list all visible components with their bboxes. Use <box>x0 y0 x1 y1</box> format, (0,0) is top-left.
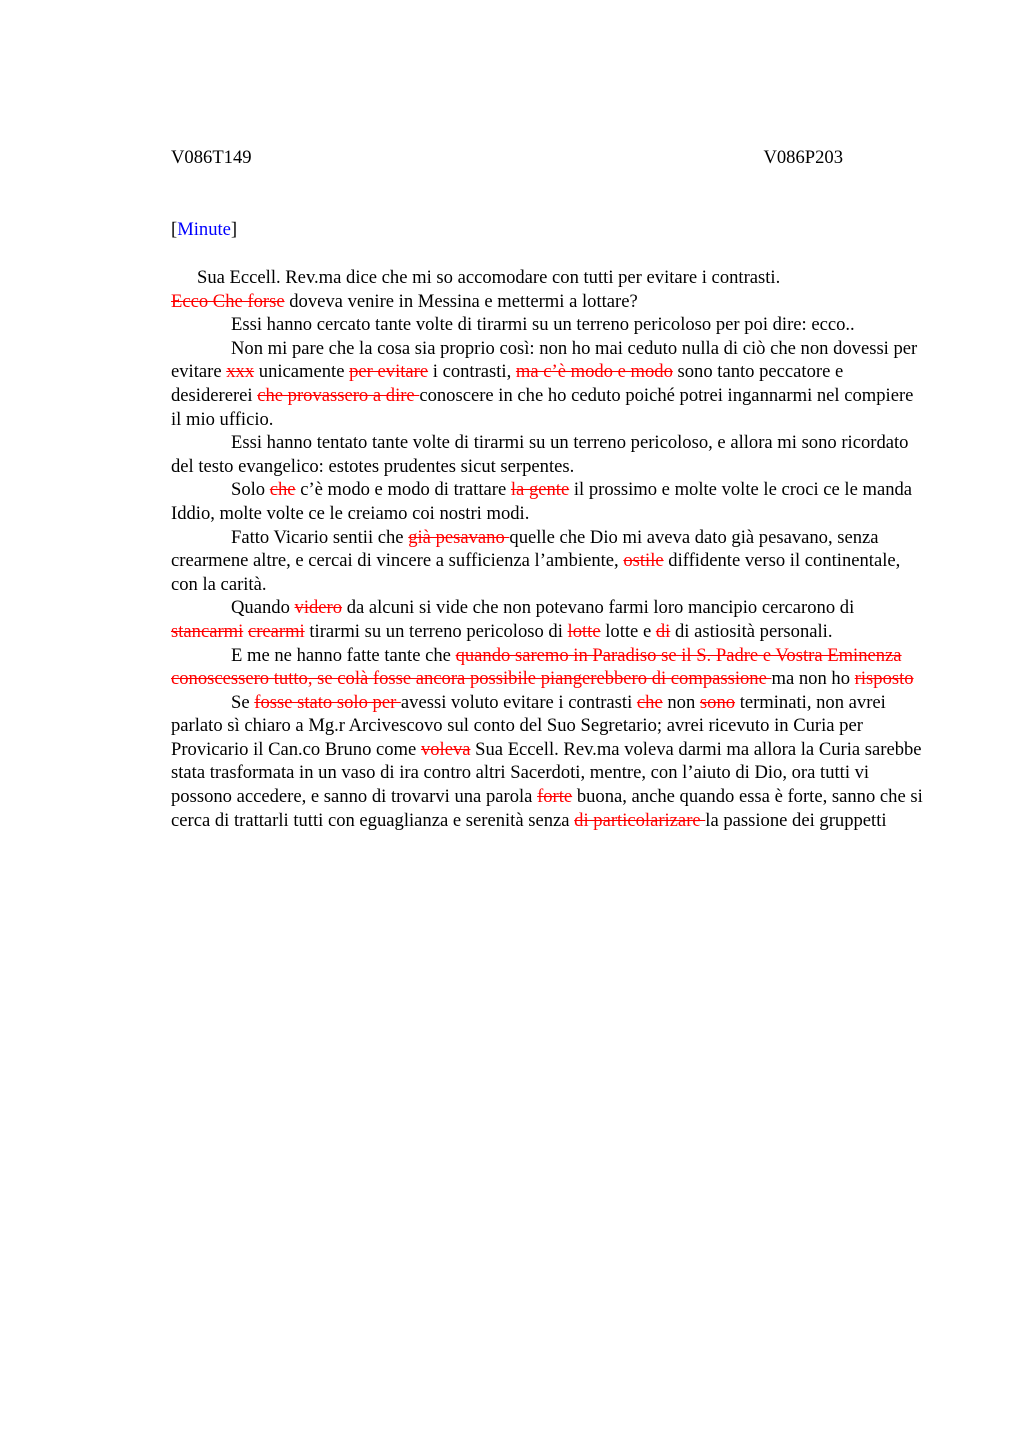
text-run: tirarmi su un terreno pericoloso di <box>304 620 568 642</box>
text-run: il prossimo e molte volte le croci ce le manda Iddio, molte volte ce le creiamo coi nostri modi. <box>171 479 913 524</box>
deleted-text: che <box>269 479 296 501</box>
deleted-text: che <box>636 691 663 713</box>
paragraph <box>171 596 928 643</box>
deleted-text: già pesavano <box>408 526 510 548</box>
text-run: i contrasti, <box>428 361 516 383</box>
paragraph <box>171 290 928 314</box>
label-minute: Minute <box>177 219 231 240</box>
deleted-text: crearmi <box>247 620 305 642</box>
text-run: la passione dei gruppetti <box>705 809 887 831</box>
paragraph <box>171 337 928 431</box>
deleted-text: stancarmi <box>171 620 244 642</box>
text-run: conoscere in che ho ceduto poiché potrei ingannarmi nel compiere il mio ufficio. <box>171 384 914 430</box>
text-run: sono tanto peccatore e desidererei <box>171 361 844 406</box>
text-run: lotte e <box>600 620 656 642</box>
deleted-text: lotte <box>567 620 601 642</box>
text-run: diffidente verso il continentale, con la carità. <box>171 550 901 595</box>
text-run: terminati, non avrei parlato sì chiaro a Mg.r Arcivescovo sul conto del Suo Segretario; avrei ricevuto in Curia per Provicario il Can.co Bruno come <box>171 691 886 760</box>
paragraph <box>171 644 928 691</box>
text-run: unicamente <box>254 361 350 383</box>
text-run: di astiosità personali. <box>670 620 833 642</box>
deleted-text: ma c’è modo e modo <box>515 361 673 383</box>
text-run: E me ne hanno fatte tante che <box>231 644 456 666</box>
text-run: Sua Eccell. Rev.ma voleva darmi ma allora la Curia sarebbe stata trasformata in un vaso di ira contro altri Sacerdoti, mentre, con l’aiuto di Dio, ora tutti vi possono accedere, e sanno di trovarvi una parola <box>171 738 922 808</box>
deleted-text: quando saremo in Paradiso se il S. Padre e Vostra Eminenza conoscessero tutto, se colà fosse ancora possibile piangerebbero di compassione <box>171 644 902 690</box>
deleted-text: fosse stato solo per <box>254 691 401 713</box>
text-run: da alcuni si vide che non potevano farmi loro mancipio cercarono di <box>342 597 855 619</box>
paragraph <box>171 478 928 525</box>
paragraph <box>171 431 928 478</box>
text-run: quelle che Dio mi aveva dato già pesavano, senza crearmene altre, e cercai di vincere a sufficienza l’ambiente, <box>171 526 879 572</box>
deleted-text: risposto <box>854 668 914 690</box>
deleted-text: che provassero a dire <box>257 384 420 406</box>
deleted-text: Ecco Che forse <box>171 290 285 312</box>
text-run: c’è modo e modo di trattare <box>295 479 511 501</box>
text-run: avessi voluto evitare i contrasti <box>400 691 637 713</box>
document-code-left: V086T149 <box>171 147 252 168</box>
label-open-bracket: [ <box>171 219 178 240</box>
deleted-text: forte <box>537 786 573 808</box>
deleted-text: la gente <box>510 479 570 501</box>
text-run: Quando <box>231 597 295 619</box>
text-run: doveva venire in Messina e mettermi a lottare? <box>284 290 638 312</box>
paragraph <box>171 526 928 597</box>
text-run: Sua Eccell. Rev.ma dice che mi so accomodare con tutti per evitare i contrasti. <box>197 267 781 288</box>
text-run: non <box>662 691 700 713</box>
text-run: Essi hanno cercato tante volte di tirarmi su un terreno pericoloso per poi dire: ecco.. <box>231 314 855 336</box>
paragraph <box>171 691 928 833</box>
deleted-text: videro <box>294 597 343 619</box>
deleted-text: di <box>655 620 671 642</box>
text-run: buona, anche quando essa è forte, sanno che si cerca di trattarli tutti con eguaglianza e serenità senza <box>171 786 923 831</box>
deleted-text: per evitare <box>349 361 429 383</box>
paragraph <box>171 313 928 337</box>
label-close-bracket: ] <box>230 219 238 240</box>
document-code-right: V086P203 <box>763 147 843 168</box>
text-run: Non mi pare che la cosa sia proprio così: non ho mai ceduto nulla di ciò che non dovessi per evitare <box>171 337 918 383</box>
document-header <box>171 146 843 170</box>
text-run: ma non ho <box>771 668 855 690</box>
paragraph <box>171 266 928 290</box>
section-label <box>171 218 237 242</box>
deleted-text: xxx <box>226 361 255 383</box>
deleted-text: di particolarizare <box>574 809 706 831</box>
text-run: Solo <box>231 479 270 501</box>
deleted-text: ostile <box>623 550 664 572</box>
document-body <box>171 266 928 832</box>
text-run: Essi hanno tentato tante volte di tirarmi su un terreno pericoloso, e allora mi sono ricordato del testo evangelico: estotes prudentes sicut serpentes. <box>171 432 909 477</box>
deleted-text: voleva <box>420 738 471 760</box>
text-run: Fatto Vicario sentii che <box>231 526 409 548</box>
deleted-text: sono <box>699 691 736 713</box>
text-run: Se <box>231 691 255 713</box>
